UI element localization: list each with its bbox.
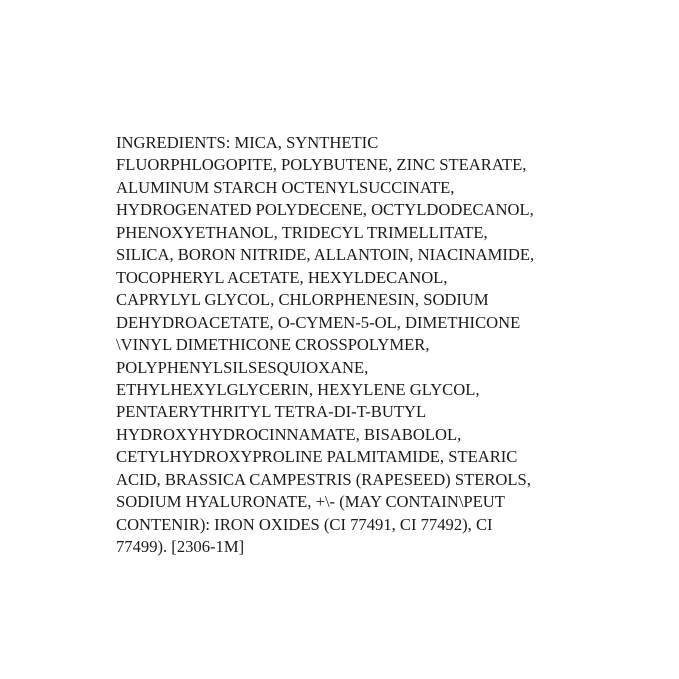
- ingredients-line-5: PHENOXYETHANOL, TRIDECYL TRIMELLITATE,: [116, 222, 488, 242]
- ingredients-line-17: SODIUM HYALURONATE, +\- (MAY CONTAIN\PEUT: [116, 492, 505, 512]
- ingredients-line-11: POLYPHENYLSILSESQUIOXANE,: [116, 357, 369, 377]
- ingredients-line-4: HYDROGENATED POLYDECENE, OCTYLDODECANOL,: [116, 200, 534, 220]
- ingredients-line-13: PENTAERYTHRITYL TETRA-DI-T-BUTYL: [116, 402, 427, 422]
- ingredients-line-12: ETHYLHEXYLGLYCERIN, HEXYLENE GLYCOL,: [116, 379, 480, 399]
- ingredients-line-6: SILICA, BORON NITRIDE, ALLANTOIN, NIACINAMIDE,: [116, 245, 535, 265]
- ingredients-line-1: INGREDIENTS: MICA, SYNTHETIC: [116, 133, 379, 152]
- ingredients-line-14: HYDROXYHYDROCINNAMATE, BISABOLOL,: [116, 424, 462, 444]
- ingredients-list: [116, 132, 576, 559]
- ingredients-line-15: CETYLHYDROXYPROLINE PALMITAMIDE, STEARIC: [116, 447, 518, 467]
- ingredients-line-2: FLUORPHLOGOPITE, POLYBUTENE, ZINC STEARATE,: [116, 155, 527, 175]
- ingredients-line-18: CONTENIR): IRON OXIDES (CI 77491, CI 77492), CI: [116, 514, 493, 534]
- ingredients-line-10: \VINYL DIMETHICONE CROSSPOLYMER,: [116, 335, 430, 355]
- ingredients-line-7: TOCOPHERYL ACETATE, HEXYLDECANOL,: [116, 267, 448, 287]
- ingredients-line-9: DEHYDROACETATE, O-CYMEN-5-OL, DIMETHICONE: [116, 312, 521, 332]
- ingredients-line-3: ALUMINUM STARCH OCTENYLSUCCINATE,: [116, 177, 455, 197]
- ingredients-line-16: ACID, BRASSICA CAMPESTRIS (RAPESEED) STEROLS,: [116, 469, 531, 489]
- ingredients-line-8: CAPRYLYL GLYCOL, CHLORPHENESIN, SODIUM: [116, 290, 489, 310]
- ingredients-line-19: 77499). [2306-1M]: [116, 537, 245, 557]
